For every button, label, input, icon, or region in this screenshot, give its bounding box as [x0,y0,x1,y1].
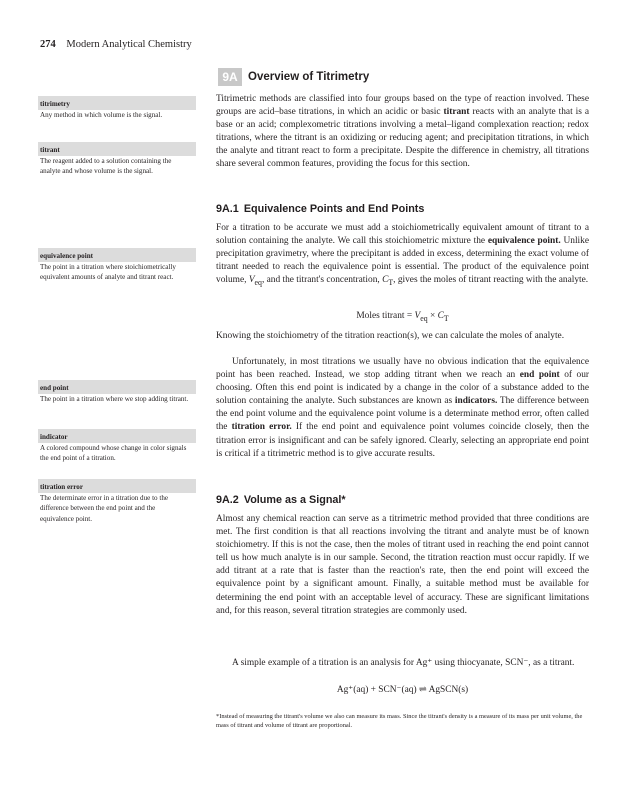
margin-definition-titrant [40,145,190,177]
equation-silver-thiocyanate: Ag⁺(aq) + SCN⁻(aq) ⇌ AgSCN(s) [336,685,469,695]
paragraph-conditions: Almost any chemical reaction can serve as a titrimetric method provided that three conditions are met. The first condition is that all reactions involving the titrant and analyte must be of known stoichiometry. If this is not the case, then the moles of titrant used in reaching the end point cannot tell us how much analyte is in our sample. Second, the titration reaction must occur rapidly. If we add titrant at a rate that is faster than the reaction's rate, then the end point will exceed the equivalence point by a significant amount. Finally, a suitable method must be available for determining the end point with an acceptable level of accuracy. These are significant limitations and, for this reason, several titration strategies are commonly used. [216,514,589,616]
definition-text: Any method in which volume is the signal. [40,110,163,119]
margin-definition-equivalence-point [40,251,190,283]
definition-text: The point in a titration where we stop adding titrant. [40,394,189,403]
subsection-number: 9A.1 [216,203,239,215]
subsection-heading-9a1 [216,203,424,215]
paragraph-equivalence: For a titration to be accurate we must add a stoichiometrically equivalent amount of titrant to a solution containing the analyte. We call this stoichiometric mixture the equivalence point. Unlike precipitation gravimetry, where the precipitant is added in excess, determining the exact volume of titrant needed to reach the equivalence point is essential. The product of the equivalence point volume, $V_{eq}$, and the titrant's concentration, $C_T$, gives the moles of titrant reacting with the analyte. [216,223,589,288]
intro-paragraph: Titrimetric methods are classified into four groups based on the type of reaction involved. These groups are acid–base titrations, in which an acidic or basic titrant reacts with an analyte that is a base or an acid; complexometric titrations involving a metal–ligand complexation reaction; redox titrations, where the titrant is an oxidizing or reducing agent; and precipitation titrations, in which the analyte and titrant react to form a precipitate. Despite the difference in chemistry, all titrations share several common features, providing the focus for this section. [216,94,589,170]
subsection-title: Equivalence Points and End Points [243,203,425,215]
section-badge: 9A [218,68,242,86]
equation-moles-titrant: Moles titrant = $V_{eq} \times C_T$ [356,311,449,323]
subsection-heading-9a2 [216,494,346,506]
subsection-number: 9A.2 [216,494,239,506]
margin-definition-titrimetry [40,99,190,120]
definition-term: end point [40,384,69,392]
definition-term: titration error [40,483,84,491]
term-equivalence-point: equivalence point. [487,236,561,247]
page-header [40,39,192,50]
footnote: *Instead of measuring the titrant's volume we also can measure its mass. Since the titrant's density is a measure of its mass per unit volume, the mass of titrant and volume of titrant are proportional. [216,713,583,729]
subsection-title: Volume as a Signal* [243,494,346,506]
definition-term: equivalence point [40,252,94,260]
definition-text: A colored compound whose change in color signals the end point of a titration. [40,443,187,463]
page-number: 274 [40,39,56,50]
term-titration-error: titration error. [231,422,292,433]
paragraph-stoichiometry: Knowing the stoichiometry of the titration reaction(s), we can calculate the moles of analyte. [216,331,565,341]
paragraph-end-point: Unfortunately, in most titrations we usually have no obvious indication that the equivalence point has been reached. Instead, we stop adding titrant when we reach an end point of our choosing. Often this end point is indicated by a change in the color of a substance added to the solution containing the analyte. Such substances are known as indicators. The difference between the end point volume and the equivalence point volume is a determinate method error, often called the titration error. If the end point and equivalence point volumes coincide closely, then the titration error is insignificant and can be safely ignored. Clearly, selecting an appropriate end point is critical if a titrimetric method is to give accurate results. [216,357,589,459]
term-indicators: indicators. [454,396,498,407]
term-end-point: end point [519,370,560,381]
definition-term: titrant [40,146,60,154]
definition-text: The determinate error in a titration due to the difference between the end point and the equivalence point. [40,493,169,523]
running-title: Modern Analytical Chemistry [66,39,192,50]
section-title: Overview of Titrimetry [248,71,370,83]
section-heading [218,68,369,86]
term-titrant: titrant [443,107,470,118]
definition-term: titrimetry [40,100,70,108]
definition-text: The point in a titration where stoichiometrically equivalent amounts of analyte and titrant react. [40,262,176,282]
definition-text: The reagent added to a solution containing the analyte and whose volume is the signal. [40,156,172,176]
margin-definition-indicator [40,432,190,464]
paragraph-silver-example: A simple example of a titration is an analysis for Ag⁺ using thiocyanate, SCN⁻, as a titrant. [232,658,575,668]
margin-definition-end-point [40,383,190,404]
definition-term: indicator [40,433,68,441]
margin-definition-titration-error [40,482,190,524]
